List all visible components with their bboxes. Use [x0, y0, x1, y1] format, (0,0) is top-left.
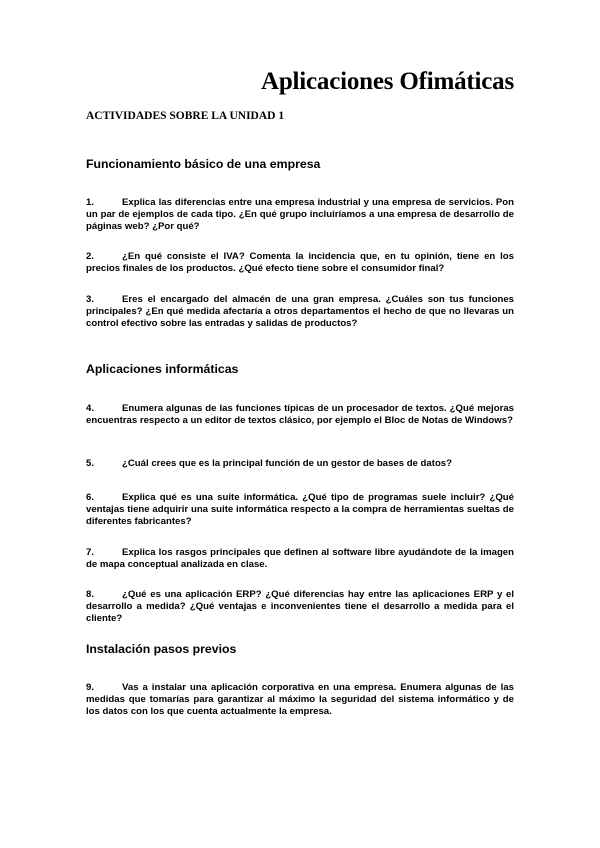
question-number: 8.	[86, 589, 95, 600]
question-text: Enumera algunas de las funciones típicas de un procesador de textos. ¿Qué mejoras encuentras respecto a un editor de textos clásico, por ejemplo el Bloc de Notas de Windows?	[86, 403, 514, 427]
question-number: 9.	[86, 682, 95, 693]
section-heading-funcionamiento: Funcionamiento básico de una empresa	[86, 157, 321, 171]
document-subtitle: ACTIVIDADES SOBRE LA UNIDAD 1	[86, 110, 285, 122]
question-text: Vas a instalar una aplicación corporativa en una empresa. Enumera algunas de las medidas que tomarías para garantizar al máximo la seguridad del sistema informático y de los datos con los que cuenta actualmente la empresa.	[86, 682, 514, 718]
question-text: Explica los rasgos principales que definen al software libre ayudándote de la imagen de mapa conceptual analizada en clase.	[86, 547, 514, 571]
question-1	[86, 197, 514, 234]
question-text: ¿En qué consiste el IVA? Comenta la incidencia que, en tu opinión, tiene en los precios finales de los productos. ¿Qué efecto tiene sobre el consumidor final?	[86, 251, 514, 275]
section-heading-instalacion: Instalación pasos previos	[86, 642, 237, 656]
question-number: 3.	[86, 294, 95, 305]
question-text: Explica las diferencias entre una empresa industrial y una empresa de servicios. Pon un par de ejemplos de cada tipo. ¿En qué grupo incluiríamos a una empresa de desarrollo de páginas web? ¿Por qué?	[86, 197, 514, 233]
question-9	[86, 682, 514, 719]
question-number: 6.	[86, 492, 95, 503]
document-title: Aplicaciones Ofimáticas	[260, 68, 514, 95]
question-5	[86, 458, 514, 470]
question-4	[86, 403, 514, 427]
question-text: Explica qué es una suite informática. ¿Qué tipo de programas suele incluir? ¿Qué ventajas tiene adquirir una suite informática respecto a la compra de herramientas sueltas de diferentes fabricantes?	[86, 492, 514, 528]
question-number: 4.	[86, 403, 95, 414]
question-text: Eres el encargado del almacén de una gran empresa. ¿Cuáles son tus funciones principales? ¿En qué medida afectaría a otros departamentos el hecho de que no llevaras un control efectivo sobre las entradas y salidas de productos?	[86, 294, 514, 330]
question-3	[86, 294, 514, 331]
question-number: 7.	[86, 547, 95, 558]
question-number: 1.	[86, 197, 95, 208]
section-heading-aplicaciones: Aplicaciones informáticas	[86, 362, 239, 376]
question-7	[86, 547, 514, 571]
question-2	[86, 251, 514, 275]
question-8	[86, 589, 514, 626]
question-text: ¿Qué es una aplicación ERP? ¿Qué diferencias hay entre las aplicaciones ERP y el desarrollo a medida? ¿Qué ventajas e inconvenientes tiene el desarrollo a medida para el cliente?	[86, 589, 514, 625]
question-number: 5.	[86, 458, 95, 469]
question-text: ¿Cuál crees que es la principal función de un gestor de bases de datos?	[122, 458, 453, 469]
question-number: 2.	[86, 251, 95, 262]
question-6	[86, 492, 514, 529]
